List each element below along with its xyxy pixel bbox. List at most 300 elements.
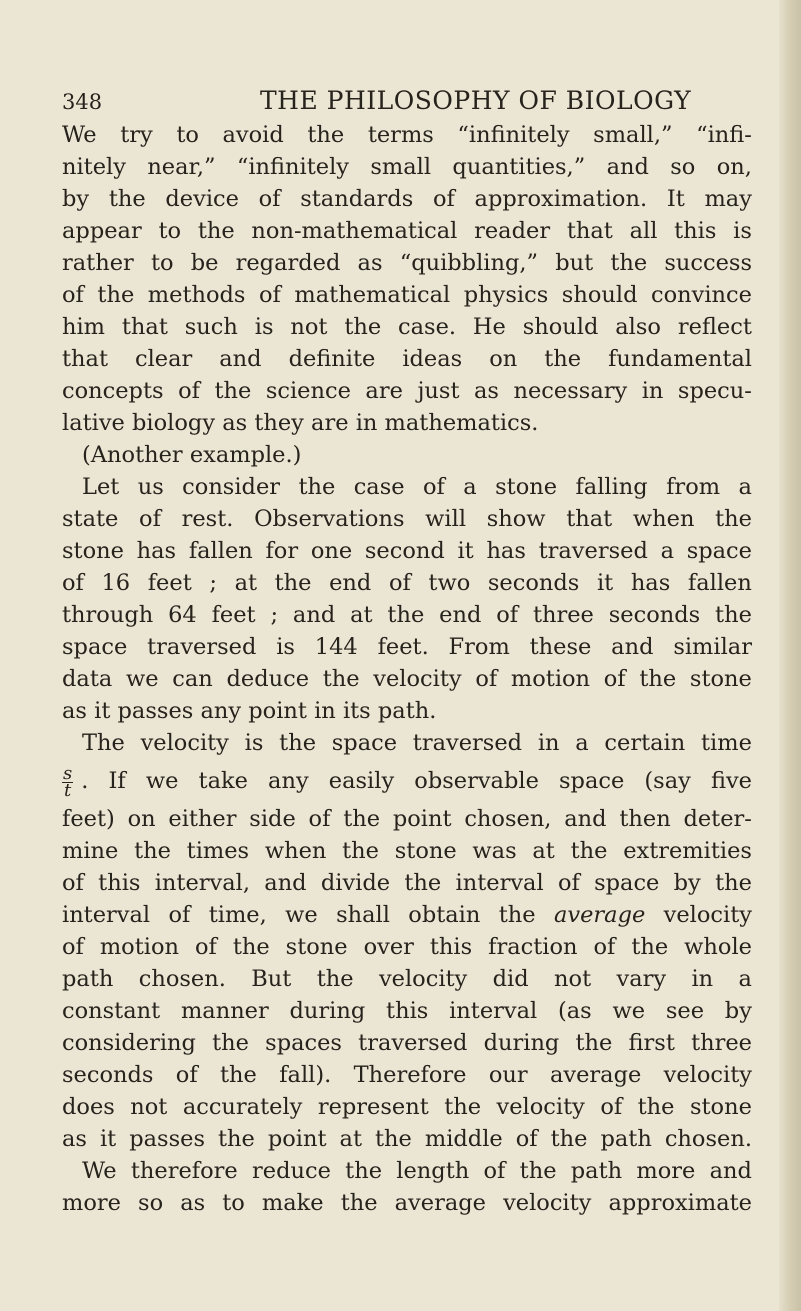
word: more [636, 1158, 696, 1184]
word: 16 [101, 570, 131, 596]
word: methods [147, 282, 246, 308]
page-edge-shadow [779, 0, 801, 1311]
word: manner [180, 998, 269, 1024]
word: the [232, 934, 270, 960]
word: clear [134, 346, 193, 372]
word: then [619, 806, 671, 832]
word: ; [209, 570, 217, 596]
word: small,” [593, 122, 673, 148]
word: the [316, 966, 354, 992]
word: lative [62, 410, 125, 436]
word: easily [328, 768, 395, 794]
word: represent [317, 1094, 429, 1120]
word: not [130, 1094, 168, 1120]
word: him [62, 314, 106, 340]
word: of [515, 1126, 538, 1152]
word: velocity [378, 966, 468, 992]
word: passes [129, 1126, 205, 1152]
word: stone [495, 474, 558, 500]
word: “infi- [696, 122, 752, 148]
word: of [432, 186, 455, 212]
word: passes [117, 698, 194, 724]
word: specu- [677, 378, 752, 404]
word: on [489, 346, 518, 372]
word: a [738, 966, 752, 992]
word: point [392, 806, 452, 832]
word: case. [398, 314, 457, 340]
word: deter- [683, 806, 752, 832]
word: seconds [608, 602, 701, 628]
word: seconds [487, 570, 580, 596]
word: of [178, 378, 200, 404]
word: in [314, 698, 336, 724]
word: try [120, 122, 153, 148]
word: . [81, 768, 89, 794]
word: success [664, 250, 752, 276]
word: (as [557, 998, 592, 1024]
word: the [715, 870, 752, 896]
word: so [670, 154, 696, 180]
word: constant [62, 998, 161, 1024]
word: take [198, 768, 248, 794]
word: ideas [402, 346, 463, 372]
text-line [62, 311, 752, 343]
word: in [537, 730, 560, 756]
word: space [594, 870, 660, 896]
word: the [279, 730, 317, 756]
word: as [62, 1126, 87, 1152]
word: it [99, 1126, 117, 1152]
word: of [557, 870, 580, 896]
word: the [298, 474, 336, 500]
word: feet [147, 570, 192, 596]
word: We [62, 122, 97, 148]
word: and [564, 806, 607, 832]
word: has [630, 570, 671, 596]
word: near,” [147, 154, 216, 180]
word: path [62, 966, 114, 992]
word: as [62, 698, 87, 724]
word: the [97, 282, 135, 308]
word: stone [285, 934, 348, 960]
word: motion [510, 666, 591, 692]
text-line [62, 503, 752, 535]
word: therefore [130, 1158, 238, 1184]
word: any [268, 768, 309, 794]
word: velocity [503, 1190, 592, 1216]
word: the [639, 666, 677, 692]
word: should [561, 282, 638, 308]
word: through [62, 602, 154, 628]
word: first [628, 1030, 675, 1056]
word: velocity [496, 1094, 585, 1120]
text-line [62, 535, 752, 567]
text-line [62, 867, 752, 899]
word: mathematics. [384, 410, 539, 436]
word: the [404, 870, 442, 896]
word: as [357, 250, 383, 276]
word: end [329, 570, 372, 596]
text-line [62, 727, 752, 759]
word: of [603, 666, 626, 692]
word: make [261, 1190, 324, 1216]
word: us [137, 474, 164, 500]
word: are [311, 410, 349, 436]
word: on, [716, 154, 752, 180]
word: the [631, 934, 669, 960]
word: concepts [62, 378, 164, 404]
page-header [62, 86, 752, 116]
word: approximation. [474, 186, 648, 212]
text-line [62, 183, 752, 215]
word: shall [336, 902, 390, 928]
word: this [429, 934, 473, 960]
word: average [553, 902, 646, 928]
word: also [615, 314, 661, 340]
word: that [62, 346, 108, 372]
text-line [62, 1091, 752, 1123]
word: chosen, [464, 806, 552, 832]
word: state [62, 506, 119, 532]
word: a [738, 474, 752, 500]
word: second [364, 538, 445, 564]
word: and [264, 870, 307, 896]
word: biology [132, 410, 216, 436]
word: of [175, 1062, 198, 1088]
word: stone [689, 1094, 752, 1120]
word: did [492, 966, 529, 992]
text-line [62, 375, 752, 407]
word: fallen [687, 570, 752, 596]
word: of [62, 570, 84, 596]
word: and [219, 346, 262, 372]
word: its [342, 698, 371, 724]
word: extremities [623, 838, 752, 864]
word: divide [320, 870, 391, 896]
word: space [331, 730, 398, 756]
word: appear [62, 218, 142, 244]
word: it [596, 570, 614, 596]
word: to [222, 1190, 245, 1216]
word: science [265, 378, 351, 404]
word: from [666, 474, 721, 500]
word: the [637, 1094, 675, 1120]
word: either [168, 806, 237, 832]
word: the [544, 346, 582, 372]
word: space [62, 634, 128, 660]
word: the [212, 1030, 249, 1056]
word: approximate [608, 1190, 752, 1216]
word: any [200, 698, 242, 724]
word: the [387, 602, 425, 628]
word: definite [288, 346, 376, 372]
word: non-mathematical [251, 218, 458, 244]
text-line [62, 407, 752, 439]
word: stone [394, 838, 457, 864]
text-line [62, 931, 752, 963]
text-line [62, 439, 752, 471]
word: one [310, 538, 353, 564]
word: we [612, 998, 646, 1024]
word: mathematical [294, 282, 451, 308]
word: will [425, 506, 467, 532]
word: is [733, 218, 752, 244]
word: (say [644, 768, 691, 794]
word: velocity [663, 902, 752, 928]
word: not [554, 966, 592, 992]
word: the [575, 1030, 613, 1056]
word: see [665, 998, 705, 1024]
word: fundamental [608, 346, 752, 372]
word: the [214, 378, 252, 404]
word: time [701, 730, 752, 756]
word: rather [62, 250, 134, 276]
word: case [353, 474, 405, 500]
word: observable [414, 768, 539, 794]
fraction-s-over-t [62, 762, 73, 801]
word: and [292, 602, 336, 628]
word: Therefore [353, 1062, 467, 1088]
word: of [62, 282, 84, 308]
text-line [62, 567, 752, 599]
text-line [62, 695, 752, 727]
word: reader [474, 218, 551, 244]
word: we [145, 768, 179, 794]
word: the [134, 838, 171, 864]
word: was [472, 838, 517, 864]
word: standards [300, 186, 414, 212]
word: 64 [168, 602, 197, 628]
word: the [343, 806, 381, 832]
word: data [62, 666, 113, 692]
word: of [258, 186, 281, 212]
word: Let [82, 474, 120, 500]
word: a [660, 538, 674, 564]
word: motion [99, 934, 180, 960]
fraction-expression [62, 759, 88, 803]
word: it [457, 538, 474, 564]
word: the [375, 1126, 412, 1152]
word: physics [463, 282, 549, 308]
page-number: 348 [62, 90, 103, 114]
text-line [62, 963, 752, 995]
word: of [423, 474, 445, 500]
word: velocity [373, 666, 462, 692]
word: stone [689, 666, 752, 692]
word: time, [208, 902, 267, 928]
word: of [593, 934, 616, 960]
word: it [94, 698, 111, 724]
word: that [566, 506, 613, 532]
word: has [136, 538, 177, 564]
word: the [550, 1126, 588, 1152]
word: path [600, 1126, 652, 1152]
word: of [194, 934, 217, 960]
text-line [62, 1123, 752, 1155]
word: in [691, 966, 714, 992]
word: From [448, 634, 510, 660]
word: small [370, 154, 432, 180]
word: feet [211, 602, 256, 628]
word: certain [604, 730, 686, 756]
word: of [139, 506, 161, 532]
word: we [285, 902, 318, 928]
word: terms [367, 122, 434, 148]
word: reflect [677, 314, 752, 340]
word: by [673, 870, 701, 896]
word: three [691, 1030, 752, 1056]
word: feet) [62, 806, 115, 832]
word: of [496, 602, 519, 628]
word: the [519, 1158, 557, 1184]
word: mine [62, 838, 119, 864]
word: average [394, 1190, 486, 1216]
word: the [610, 250, 648, 276]
word: spaces [265, 1030, 342, 1056]
word: may [704, 186, 752, 212]
word: show [486, 506, 546, 532]
word: during [289, 998, 366, 1024]
word: by [62, 186, 90, 212]
word: the [345, 1158, 383, 1184]
word: all [629, 218, 658, 244]
word: of [62, 870, 84, 896]
word: of [388, 570, 411, 596]
word: convince [651, 282, 752, 308]
word: end [439, 602, 482, 628]
text-line [62, 215, 752, 247]
word: of [259, 282, 281, 308]
word: falling [575, 474, 648, 500]
text-line [62, 151, 752, 183]
word: is [254, 314, 274, 340]
word: traversed [147, 634, 257, 660]
word: chosen. [138, 966, 226, 992]
word: to [150, 250, 174, 276]
word: that [566, 218, 613, 244]
word: obtain [408, 902, 481, 928]
word: velocity [140, 730, 229, 756]
word: the [344, 314, 382, 340]
word: not [290, 314, 328, 340]
word: to [176, 122, 199, 148]
word: the [340, 1190, 378, 1216]
word: these [529, 634, 592, 660]
word: in [641, 378, 664, 404]
word: traversed [412, 730, 523, 756]
word: seconds [62, 1062, 154, 1088]
word: a [575, 730, 589, 756]
word: interval [449, 998, 538, 1024]
text-line [62, 599, 752, 631]
word: to [158, 218, 182, 244]
word: we [125, 666, 159, 692]
word: deduce [226, 666, 310, 692]
word: regarded [235, 250, 341, 276]
text-line [62, 1027, 752, 1059]
word: accurately [182, 1094, 303, 1120]
word: at [532, 838, 555, 864]
word: the [322, 666, 360, 692]
word: five [710, 768, 752, 794]
word: similar [673, 634, 752, 660]
word: the [218, 1126, 255, 1152]
word: the [444, 1094, 482, 1120]
text-line [62, 631, 752, 663]
word: by [724, 998, 752, 1024]
word: nitely [62, 154, 126, 180]
word: times [186, 838, 250, 864]
word: should [522, 314, 599, 340]
text-line [62, 471, 752, 503]
text-line [62, 1059, 752, 1091]
word: the [342, 838, 379, 864]
word: the [307, 122, 345, 148]
word: is [276, 634, 295, 660]
word: at [339, 1126, 363, 1152]
word: as [474, 378, 499, 404]
word: whole [684, 934, 752, 960]
word: quantities,” [452, 154, 586, 180]
word: be [190, 250, 219, 276]
word: traversed [358, 1030, 468, 1056]
text-line [62, 247, 752, 279]
word: side [249, 806, 296, 832]
word: and [606, 154, 649, 180]
word: considering [62, 1030, 196, 1056]
word: when [264, 838, 327, 864]
word: a [463, 474, 477, 500]
word: It [666, 186, 685, 212]
word: “infinitely [457, 122, 570, 148]
text-line [62, 1187, 752, 1219]
word: device [165, 186, 239, 212]
word: the [570, 838, 608, 864]
word: the [715, 602, 752, 628]
word: space [686, 538, 752, 564]
word: velocity [663, 1062, 752, 1088]
text-line [62, 995, 752, 1027]
word: interval, [154, 870, 250, 896]
word: We [82, 1158, 117, 1184]
word: for [265, 538, 299, 564]
word: at [350, 602, 373, 628]
word: the [220, 1062, 257, 1088]
word: 144 [314, 634, 358, 660]
word: over [363, 934, 414, 960]
word: the [108, 186, 146, 212]
word: the [715, 506, 752, 532]
word: (Another [82, 442, 183, 468]
word: consider [182, 474, 281, 500]
word: more [62, 1190, 121, 1216]
word: feet. [377, 634, 429, 660]
word: of [62, 934, 84, 960]
word: rest. [181, 506, 234, 532]
word: If [108, 768, 126, 794]
word: But [251, 966, 292, 992]
word: is [244, 730, 264, 756]
word: our [488, 1062, 528, 1088]
text-line [62, 279, 752, 311]
word: fallen [188, 538, 253, 564]
word: vary [616, 966, 667, 992]
body-text [62, 119, 752, 1219]
word: “infinitely [236, 154, 349, 180]
word: interval [62, 902, 151, 928]
word: of [600, 1094, 623, 1120]
word: the [274, 570, 312, 596]
